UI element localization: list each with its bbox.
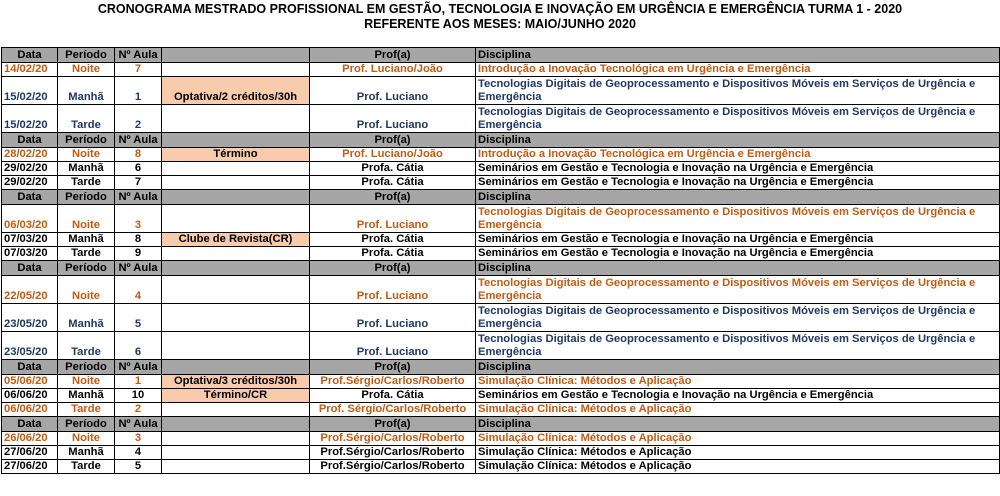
cell-disciplina: Tecnologias Digitais de Geoprocessamento e Dispositivos Móveis em Serviços de Urgência e Emergência bbox=[476, 205, 1000, 233]
cell-prof: Profa. Cátia bbox=[310, 233, 476, 247]
cell-aula: 5 bbox=[115, 304, 162, 332]
header-prof: Prof(a) bbox=[310, 261, 476, 276]
cell-data: 22/05/20 bbox=[2, 276, 58, 304]
cell-disciplina: Tecnologias Digitais de Geoprocessamento e Dispositivos Móveis em Serviços de Urgência e Emergência bbox=[476, 304, 1000, 332]
cell-disciplina: Seminários em Gestão e Tecnologia e Inovação na Urgência e Emergência bbox=[476, 176, 1000, 190]
cell-aula: 9 bbox=[115, 247, 162, 261]
table-row bbox=[2, 375, 1000, 389]
cell-prof: Prof. Luciano bbox=[310, 105, 476, 133]
table-row bbox=[2, 63, 1000, 77]
table-row bbox=[2, 162, 1000, 176]
cell-prof: Prof. Luciano/João bbox=[310, 148, 476, 162]
cell-aula: 8 bbox=[115, 233, 162, 247]
header-row bbox=[2, 360, 1000, 375]
cell-periodo: Manhã bbox=[58, 233, 115, 247]
cell-data: 07/03/20 bbox=[2, 247, 58, 261]
header-obs bbox=[162, 261, 310, 276]
cell-periodo: Manhã bbox=[58, 446, 115, 460]
cell-periodo: Noite bbox=[58, 63, 115, 77]
cell-periodo: Tarde bbox=[58, 105, 115, 133]
header-data: Data bbox=[2, 261, 58, 276]
cell-periodo: Noite bbox=[58, 148, 115, 162]
cell-prof: Prof. Sérgio/Carlos/Roberto bbox=[310, 403, 476, 417]
document-title bbox=[0, 0, 1000, 30]
cell-disciplina: Tecnologias Digitais de Geoprocessamento e Dispositivos Móveis em Serviços de Urgência e Emergência bbox=[476, 77, 1000, 105]
cell-obs bbox=[162, 332, 310, 360]
header-aula: Nº Aula bbox=[115, 48, 162, 63]
table-row bbox=[2, 276, 1000, 304]
header-obs bbox=[162, 48, 310, 63]
table-row bbox=[2, 176, 1000, 190]
cell-obs: Optativa/2 créditos/30h bbox=[162, 77, 310, 105]
cell-prof: Prof. Luciano bbox=[310, 205, 476, 233]
cell-periodo: Manhã bbox=[58, 304, 115, 332]
cell-aula: 2 bbox=[115, 105, 162, 133]
header-periodo: Período bbox=[58, 133, 115, 148]
cell-prof: Prof. Luciano bbox=[310, 77, 476, 105]
cell-data: 07/03/20 bbox=[2, 233, 58, 247]
header-data: Data bbox=[2, 360, 58, 375]
schedule-table bbox=[1, 47, 1000, 474]
cell-periodo: Tarde bbox=[58, 247, 115, 261]
cell-disciplina: Simulação Clínica: Métodos e Aplicação bbox=[476, 446, 1000, 460]
cell-obs bbox=[162, 176, 310, 190]
cell-aula: 1 bbox=[115, 375, 162, 389]
cell-periodo: Tarde bbox=[58, 460, 115, 474]
cell-obs bbox=[162, 432, 310, 446]
cell-aula: 6 bbox=[115, 332, 162, 360]
header-disciplina: Disciplina bbox=[476, 261, 1000, 276]
cell-periodo: Tarde bbox=[58, 403, 115, 417]
table-row bbox=[2, 148, 1000, 162]
cell-prof: Prof. Luciano bbox=[310, 332, 476, 360]
header-disciplina: Disciplina bbox=[476, 48, 1000, 63]
cell-aula: 6 bbox=[115, 162, 162, 176]
header-data: Data bbox=[2, 190, 58, 205]
schedule-body bbox=[2, 48, 1000, 474]
cell-aula: 4 bbox=[115, 446, 162, 460]
cell-prof: Prof.Sérgio/Carlos/Roberto bbox=[310, 375, 476, 389]
header-aula: Nº Aula bbox=[115, 261, 162, 276]
header-prof: Prof(a) bbox=[310, 133, 476, 148]
cell-obs bbox=[162, 304, 310, 332]
cell-disciplina: Simulação Clínica: Métodos e Aplicação bbox=[476, 432, 1000, 446]
cell-data: 29/02/20 bbox=[2, 176, 58, 190]
cell-aula: 7 bbox=[115, 176, 162, 190]
cell-disciplina: Seminários em Gestão e Tecnologia e Inovação na Urgência e Emergência bbox=[476, 389, 1000, 403]
header-periodo: Período bbox=[58, 261, 115, 276]
cell-aula: 2 bbox=[115, 403, 162, 417]
header-obs bbox=[162, 360, 310, 375]
table-row bbox=[2, 105, 1000, 133]
cell-data: 05/06/20 bbox=[2, 375, 58, 389]
cell-prof: Prof. Luciano bbox=[310, 276, 476, 304]
cell-aula: 1 bbox=[115, 77, 162, 105]
cell-aula: 3 bbox=[115, 432, 162, 446]
table-row bbox=[2, 432, 1000, 446]
cell-disciplina: Simulação Clínica: Métodos e Aplicação bbox=[476, 403, 1000, 417]
cell-aula: 10 bbox=[115, 389, 162, 403]
header-disciplina: Disciplina bbox=[476, 133, 1000, 148]
header-periodo: Período bbox=[58, 417, 115, 432]
cell-data: 28/02/20 bbox=[2, 148, 58, 162]
header-data: Data bbox=[2, 417, 58, 432]
header-row bbox=[2, 417, 1000, 432]
header-aula: Nº Aula bbox=[115, 360, 162, 375]
cell-obs bbox=[162, 162, 310, 176]
cell-obs: Optativa/3 créditos/30h bbox=[162, 375, 310, 389]
table-row bbox=[2, 233, 1000, 247]
cell-obs bbox=[162, 446, 310, 460]
header-prof: Prof(a) bbox=[310, 48, 476, 63]
header-aula: Nº Aula bbox=[115, 133, 162, 148]
cell-prof: Prof. Luciano bbox=[310, 304, 476, 332]
title-line-2: REFERENTE AOS MESES: MAIO/JUNHO 2020 bbox=[364, 17, 636, 31]
cell-data: 06/06/20 bbox=[2, 403, 58, 417]
cell-periodo: Tarde bbox=[58, 332, 115, 360]
cell-periodo: Noite bbox=[58, 432, 115, 446]
cell-prof: Prof.Sérgio/Carlos/Roberto bbox=[310, 432, 476, 446]
header-data: Data bbox=[2, 48, 58, 63]
cell-obs bbox=[162, 276, 310, 304]
header-aula: Nº Aula bbox=[115, 190, 162, 205]
cell-data: 26/06/20 bbox=[2, 432, 58, 446]
cell-obs bbox=[162, 403, 310, 417]
header-obs bbox=[162, 133, 310, 148]
cell-prof: Profa. Cátia bbox=[310, 247, 476, 261]
cell-data: 27/06/20 bbox=[2, 446, 58, 460]
cell-prof: Prof.Sérgio/Carlos/Roberto bbox=[310, 446, 476, 460]
cell-periodo: Tarde bbox=[58, 176, 115, 190]
cell-obs bbox=[162, 105, 310, 133]
header-prof: Prof(a) bbox=[310, 190, 476, 205]
cell-disciplina: Simulação Clínica: Métodos e Aplicação bbox=[476, 460, 1000, 474]
cell-data: 29/02/20 bbox=[2, 162, 58, 176]
table-row bbox=[2, 403, 1000, 417]
header-obs bbox=[162, 417, 310, 432]
cell-disciplina: Tecnologias Digitais de Geoprocessamento e Dispositivos Móveis em Serviços de Urgência e Emergência bbox=[476, 276, 1000, 304]
cell-disciplina: Tecnologias Digitais de Geoprocessamento e Dispositivos Móveis em Serviços de Urgência e Emergência bbox=[476, 332, 1000, 360]
header-disciplina: Disciplina bbox=[476, 360, 1000, 375]
table-row bbox=[2, 205, 1000, 233]
cell-prof: Profa. Cátia bbox=[310, 389, 476, 403]
table-row bbox=[2, 332, 1000, 360]
cell-prof: Profa. Cátia bbox=[310, 162, 476, 176]
header-periodo: Período bbox=[58, 360, 115, 375]
table-row bbox=[2, 389, 1000, 403]
table-row bbox=[2, 77, 1000, 105]
cell-prof: Prof. Luciano/João bbox=[310, 63, 476, 77]
cell-prof: Profa. Cátia bbox=[310, 176, 476, 190]
cell-obs bbox=[162, 247, 310, 261]
cell-periodo: Noite bbox=[58, 205, 115, 233]
cell-disciplina: Introdução a Inovação Tecnológica em Urgência e Emergência bbox=[476, 63, 1000, 77]
table-row bbox=[2, 247, 1000, 261]
cell-obs: Clube de Revista(CR) bbox=[162, 233, 310, 247]
cell-disciplina: Introdução a Inovação Tecnológica em Urgência e Emergência bbox=[476, 148, 1000, 162]
cell-aula: 3 bbox=[115, 205, 162, 233]
header-row bbox=[2, 190, 1000, 205]
cell-periodo: Manhã bbox=[58, 162, 115, 176]
cell-disciplina: Seminários em Gestão e Tecnologia e Inovação na Urgência e Emergência bbox=[476, 233, 1000, 247]
cell-aula: 8 bbox=[115, 148, 162, 162]
header-periodo: Período bbox=[58, 190, 115, 205]
cell-data: 14/02/20 bbox=[2, 63, 58, 77]
cell-data: 15/02/20 bbox=[2, 105, 58, 133]
cell-obs bbox=[162, 63, 310, 77]
cell-periodo: Manhã bbox=[58, 389, 115, 403]
header-row bbox=[2, 48, 1000, 63]
table-row bbox=[2, 460, 1000, 474]
cell-obs bbox=[162, 205, 310, 233]
cell-disciplina: Seminários em Gestão e Tecnologia e Inovação na Urgência e Emergência bbox=[476, 247, 1000, 261]
title-gap bbox=[0, 30, 1000, 47]
header-data: Data bbox=[2, 133, 58, 148]
cell-periodo: Manhã bbox=[58, 77, 115, 105]
cell-aula: 5 bbox=[115, 460, 162, 474]
cell-data: 15/02/20 bbox=[2, 77, 58, 105]
header-disciplina: Disciplina bbox=[476, 190, 1000, 205]
cell-obs: Término/CR bbox=[162, 389, 310, 403]
table-row bbox=[2, 304, 1000, 332]
cell-disciplina: Seminários em Gestão e Tecnologia e Inovação na Urgência e Emergência bbox=[476, 162, 1000, 176]
cell-data: 06/06/20 bbox=[2, 389, 58, 403]
header-aula: Nº Aula bbox=[115, 417, 162, 432]
cell-obs: Término bbox=[162, 148, 310, 162]
cell-data: 27/06/20 bbox=[2, 460, 58, 474]
cell-data: 23/05/20 bbox=[2, 332, 58, 360]
cell-obs bbox=[162, 460, 310, 474]
cell-disciplina: Tecnologias Digitais de Geoprocessamento e Dispositivos Móveis em Serviços de Urgência e Emergência bbox=[476, 105, 1000, 133]
header-obs bbox=[162, 190, 310, 205]
cell-disciplina: Simulação Clínica: Métodos e Aplicação bbox=[476, 375, 1000, 389]
cell-data: 06/03/20 bbox=[2, 205, 58, 233]
header-row bbox=[2, 261, 1000, 276]
header-disciplina: Disciplina bbox=[476, 417, 1000, 432]
header-prof: Prof(a) bbox=[310, 417, 476, 432]
cell-aula: 7 bbox=[115, 63, 162, 77]
cell-periodo: Noite bbox=[58, 375, 115, 389]
table-row bbox=[2, 446, 1000, 460]
cell-aula: 4 bbox=[115, 276, 162, 304]
header-row bbox=[2, 133, 1000, 148]
cell-data: 23/05/20 bbox=[2, 304, 58, 332]
cell-periodo: Noite bbox=[58, 276, 115, 304]
header-periodo: Período bbox=[58, 48, 115, 63]
header-prof: Prof(a) bbox=[310, 360, 476, 375]
cell-prof: Prof.Sérgio/Carlos/Roberto bbox=[310, 460, 476, 474]
title-line-1: CRONOGRAMA MESTRADO PROFISSIONAL EM GESTÃO, TECNOLOGIA E INOVAÇÃO EM URGÊNCIA E EMERGÊNCIA TURMA 1 - 2020 bbox=[97, 2, 903, 16]
